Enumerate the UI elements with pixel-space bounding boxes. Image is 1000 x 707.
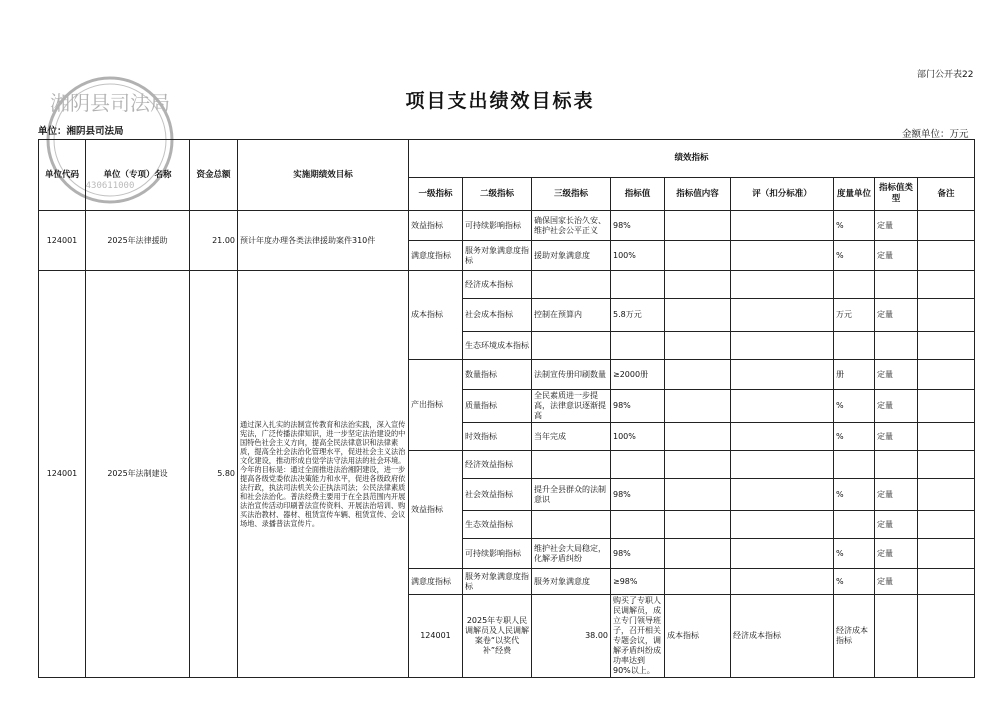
type-cell <box>875 271 918 299</box>
value-cell <box>611 271 665 299</box>
table-row <box>39 211 975 241</box>
form-id: 部门公开表22 <box>917 70 974 80</box>
remark-cell <box>918 241 975 271</box>
level3-cell: 全民素质进一步提高，法律意识逐渐提高 <box>532 390 611 423</box>
level3-cell: 确保国家长治久安、维护社会公平正义 <box>532 211 611 241</box>
table-row <box>39 271 975 299</box>
unit-cell <box>834 271 875 299</box>
level1-cell: 成本指标 <box>409 271 463 360</box>
content-cell <box>665 299 731 332</box>
goal-cell: 购买了专职人民调解员，成立专门领导班子，召开相关专题会议，调解矛盾纠纷成功率达到90%以上。 <box>611 595 665 678</box>
level3-cell: 经济成本指标 <box>834 595 875 678</box>
value-cell: 100% <box>611 241 665 271</box>
col-goal: 实施期绩效目标 <box>238 140 409 211</box>
score-cell <box>731 539 834 569</box>
svg-text:430611000: 430611000 <box>85 181 135 191</box>
score-cell <box>731 479 834 511</box>
unit-cell <box>834 332 875 360</box>
content-cell <box>665 360 731 390</box>
level2-cell: 服务对象满意度指标 <box>463 569 532 595</box>
level1-cell: 效益指标 <box>409 451 463 569</box>
level2-cell: 经济成本指标 <box>731 595 834 678</box>
col-project-name: 单位（专项）名称 <box>86 140 190 211</box>
level1-cell: 产出指标 <box>409 360 463 451</box>
unit-cell: % <box>834 390 875 423</box>
type-cell: 定量 <box>875 569 918 595</box>
level2-cell: 数量指标 <box>463 360 532 390</box>
remark-cell <box>918 569 975 595</box>
col-value: 指标值 <box>611 178 665 211</box>
level3-cell <box>532 332 611 360</box>
level2-cell: 生态环境成本指标 <box>463 332 532 360</box>
value-cell: ≥98% <box>611 569 665 595</box>
remark-cell <box>918 299 975 332</box>
unit-cell <box>834 451 875 479</box>
project-name-cell: 2025年专职人民调解员及人民调解案卷“以奖代补”经费 <box>463 595 532 678</box>
level2-cell: 生态效益指标 <box>463 511 532 539</box>
type-cell <box>875 451 918 479</box>
score-cell <box>731 511 834 539</box>
level2-cell: 社会成本指标 <box>463 299 532 332</box>
funds-cell: 38.00 <box>532 595 611 678</box>
col-total-funds: 资金总额 <box>190 140 238 211</box>
level2-cell: 社会效益指标 <box>463 479 532 511</box>
unit-code-cell: 124001 <box>39 271 86 678</box>
level2-cell: 可持续影响指标 <box>463 539 532 569</box>
value-cell: ≥2000册 <box>611 360 665 390</box>
value-cell: 100% <box>611 423 665 451</box>
type-cell: 定量 <box>875 390 918 423</box>
content-cell <box>665 390 731 423</box>
type-cell: 定量 <box>875 539 918 569</box>
unit-code-cell: 124001 <box>39 211 86 271</box>
col-measure-unit: 度量单位 <box>834 178 875 211</box>
remark-cell <box>918 479 975 511</box>
level2-cell: 质量指标 <box>463 390 532 423</box>
level3-cell: 服务对象满意度 <box>532 569 611 595</box>
col-remark: 备注 <box>918 178 975 211</box>
funds-cell: 21.00 <box>190 211 238 271</box>
remark-cell <box>918 511 975 539</box>
goal-cell: 通过深入扎实的法制宣传教育和法治实践，深入宣传宪法，广泛传播法律知识，进一步坚定法治建设的中国特色社会主义方向，提高全民法律意识和法律素质，提高全社会法治化管理水平，促进社会主义法治文化建设，推动形成自觉学法守法用法的社会环境。今年的目标是：通过全面推进法治湘阴建设，进一步提高各级党委依法决策能力和水平，促进各级政府依法行政，执法司法机关公正执法司法；公民法律素质和社会法治化。普法经费主要用于在全县范围内开展法治宣传活动印刷普法宣传资料、开展法治培训、购买法治教材、器材、租赁宣传车辆、租赁宣传、会议场地、录播普法宣传片。 <box>238 271 409 678</box>
type-cell <box>875 332 918 360</box>
level3-cell <box>532 271 611 299</box>
unit-cell: % <box>834 569 875 595</box>
col-value-type: 指标值类型 <box>875 178 918 211</box>
content-cell <box>665 511 731 539</box>
score-cell <box>731 451 834 479</box>
col-level2: 二级指标 <box>463 178 532 211</box>
score-cell <box>731 211 834 241</box>
level2-cell: 经济成本指标 <box>463 271 532 299</box>
level3-cell: 控制在预算内 <box>532 299 611 332</box>
content-cell <box>665 451 731 479</box>
performance-target-table <box>38 139 975 678</box>
reporting-unit: 单位：湘阴县司法局 <box>38 126 124 137</box>
type-cell: 定量 <box>875 479 918 511</box>
remark-cell <box>918 539 975 569</box>
type-cell: 定量 <box>875 511 918 539</box>
value-cell <box>611 451 665 479</box>
score-cell <box>731 360 834 390</box>
unit-cell: % <box>834 211 875 241</box>
type-cell: 定量 <box>875 241 918 271</box>
level2-cell: 服务对象满意度指标 <box>463 241 532 271</box>
col-indicators: 绩效指标 <box>409 140 975 178</box>
col-level3: 三级指标 <box>532 178 611 211</box>
value-cell <box>875 595 918 678</box>
level1-cell: 满意度指标 <box>409 241 463 271</box>
col-level1: 一级指标 <box>409 178 463 211</box>
remark-cell <box>918 423 975 451</box>
value-cell: 98% <box>611 539 665 569</box>
remark-cell <box>918 211 975 241</box>
unit-cell: 册 <box>834 360 875 390</box>
remark-cell <box>918 390 975 423</box>
svg-text:湘阴县司法局: 湘阴县司法局 <box>50 91 170 115</box>
unit-cell: % <box>834 423 875 451</box>
value-cell: 98% <box>611 479 665 511</box>
score-cell <box>731 569 834 595</box>
page-title: 项目支出绩效目标表 <box>405 90 595 112</box>
content-cell <box>665 271 731 299</box>
funds-cell: 5.80 <box>190 271 238 678</box>
score-cell <box>731 332 834 360</box>
col-unit-code: 单位代码 <box>39 140 86 211</box>
content-cell <box>665 539 731 569</box>
remark-cell <box>918 451 975 479</box>
level3-cell: 提升全县群众的法制意识 <box>532 479 611 511</box>
unit-cell <box>834 511 875 539</box>
value-cell <box>611 511 665 539</box>
level3-cell: 法制宣传册印刷数量 <box>532 360 611 390</box>
level2-cell: 可持续影响指标 <box>463 211 532 241</box>
level3-cell <box>532 511 611 539</box>
level3-cell: 维护社会大局稳定，化解矛盾纠纷 <box>532 539 611 569</box>
project-name-cell: 2025年法律援助 <box>86 211 190 271</box>
content-cell <box>918 595 975 678</box>
level1-cell: 效益指标 <box>409 211 463 241</box>
value-cell <box>611 332 665 360</box>
level3-cell <box>532 451 611 479</box>
goal-cell: 预计年度办理各类法律援助案件310件 <box>238 211 409 271</box>
level2-cell: 经济效益指标 <box>463 451 532 479</box>
col-score: 评（扣分标准） <box>731 178 834 211</box>
content-cell <box>665 332 731 360</box>
level1-cell: 成本指标 <box>665 595 731 678</box>
content-cell <box>665 241 731 271</box>
value-cell: 98% <box>611 390 665 423</box>
type-cell: 定量 <box>875 423 918 451</box>
level2-cell: 时效指标 <box>463 423 532 451</box>
amount-unit: 金额单位：万元 <box>902 129 969 140</box>
col-content: 指标值内容 <box>665 178 731 211</box>
unit-cell: % <box>834 539 875 569</box>
content-cell <box>665 569 731 595</box>
unit-code-cell: 124001 <box>409 595 463 678</box>
unit-cell: % <box>834 241 875 271</box>
project-name-cell: 2025年法制建设 <box>86 271 190 678</box>
level3-cell: 当年完成 <box>532 423 611 451</box>
unit-cell: 万元 <box>834 299 875 332</box>
content-cell <box>665 423 731 451</box>
unit-cell: % <box>834 479 875 511</box>
value-cell: 98% <box>611 211 665 241</box>
remark-cell <box>918 360 975 390</box>
level1-cell: 满意度指标 <box>409 569 463 595</box>
header-row-1 <box>39 140 975 178</box>
type-cell: 定量 <box>875 360 918 390</box>
content-cell <box>665 211 731 241</box>
type-cell: 定量 <box>875 299 918 332</box>
score-cell <box>731 271 834 299</box>
score-cell <box>731 423 834 451</box>
content-cell <box>665 479 731 511</box>
score-cell <box>731 241 834 271</box>
score-cell <box>731 390 834 423</box>
value-cell: 5.8万元 <box>611 299 665 332</box>
remark-cell <box>918 271 975 299</box>
score-cell <box>731 299 834 332</box>
remark-cell <box>918 332 975 360</box>
type-cell: 定量 <box>875 211 918 241</box>
level3-cell: 援助对象满意度 <box>532 241 611 271</box>
